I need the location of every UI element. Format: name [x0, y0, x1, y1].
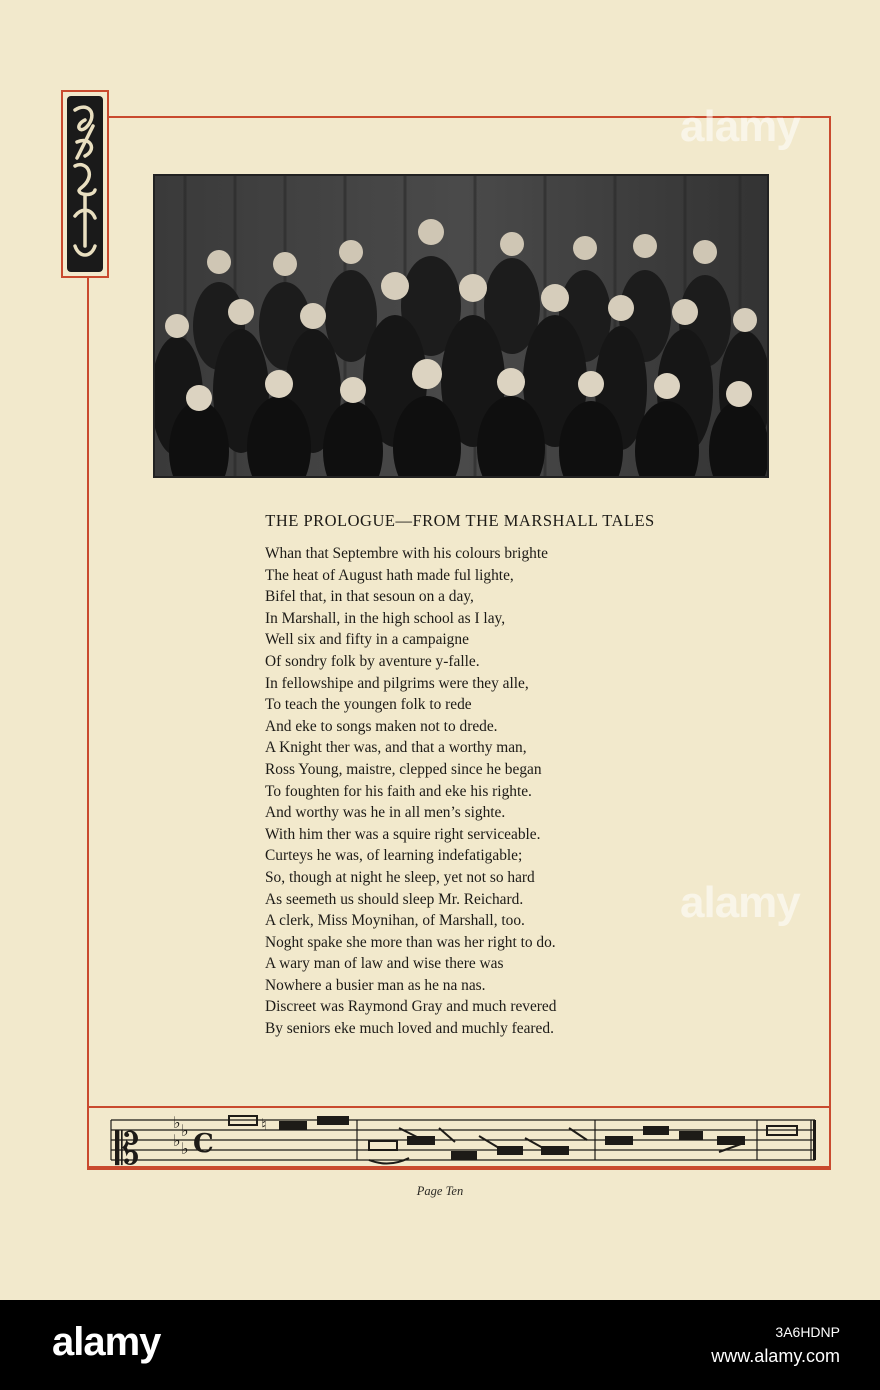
poem-line: Curteys he was, of learning indefatigable; — [265, 847, 523, 865]
poem-title: THE PROLOGUE—FROM THE MARSHALL TALES — [265, 511, 655, 530]
svg-text:♭: ♭ — [173, 1131, 181, 1150]
poem-line: Noght spake she more than was her right to do. — [265, 933, 556, 951]
poem-line: A Knight ther was, and that a worthy man, — [265, 739, 527, 757]
poem-line: Ross Young, maistre, clepped since he began — [265, 760, 542, 778]
poem-line: So, though at night he sleep, yet not so hard — [265, 868, 535, 886]
poem-line: Well six and fifty in a campaigne — [265, 631, 469, 649]
poem-line: The heat of August hath made ful lighte, — [265, 566, 514, 584]
poem-line: Discreet was Raymond Gray and much revered — [265, 998, 557, 1016]
svg-text:♭: ♭ — [181, 1121, 189, 1140]
poem-line: In Marshall, in the high school as I lay, — [265, 609, 506, 627]
poem-line: A clerk, Miss Moynihan, of Marshall, too. — [265, 912, 525, 930]
watermark-text: alamy — [680, 102, 800, 151]
poem-line: By seniors eke much loved and muchly feared. — [265, 1020, 554, 1038]
poem-line: And eke to songs maken not to drede. — [265, 717, 498, 735]
poem-line: With him ther was a squire right serviceable. — [265, 825, 541, 843]
svg-text:C: C — [193, 1129, 214, 1159]
stock-footer — [0, 1300, 880, 1390]
stock-image-id: 3A6HDNP — [775, 1324, 840, 1340]
poem-line: Whan that Septembre with his colours brighte — [265, 545, 548, 562]
poem-line: Nowhere a busier man as he na nas. — [265, 976, 486, 994]
svg-text:♭: ♭ — [173, 1113, 181, 1132]
poem-line: A wary man of law and wise there was — [265, 955, 504, 973]
poem-line: To foughten for his faith and eke his righte. — [265, 782, 532, 800]
poem-line: Of sondry folk by aventure y-falle. — [265, 652, 480, 670]
watermark-text: alamy — [680, 878, 800, 927]
emblem-logo — [61, 90, 109, 278]
stock-site: www.alamy.com — [711, 1346, 840, 1366]
poem-line: And worthy was he in all men’s sighte. — [265, 804, 506, 822]
poem-body — [265, 543, 785, 1040]
stock-image-info — [711, 1320, 840, 1368]
svg-text:𝄡: 𝄡 — [115, 1124, 140, 1168]
poem-line: As seemeth us should sleep Mr. Reichard. — [265, 890, 524, 908]
svg-text:♭: ♭ — [181, 1139, 189, 1158]
faculty-group-photo — [153, 174, 769, 478]
poem-line: To teach the youngen folk to rede — [265, 696, 472, 714]
poem-line: Bifel that, in that sesoun on a day, — [265, 588, 474, 606]
page-number: Page Ten — [416, 1184, 464, 1198]
svg-text:♮: ♮ — [261, 1115, 267, 1134]
music-staff-ornament — [87, 1106, 831, 1170]
stock-logo: alamy — [52, 1320, 161, 1364]
poem-line: In fellowshipe and pilgrims were they alle, — [265, 674, 529, 692]
